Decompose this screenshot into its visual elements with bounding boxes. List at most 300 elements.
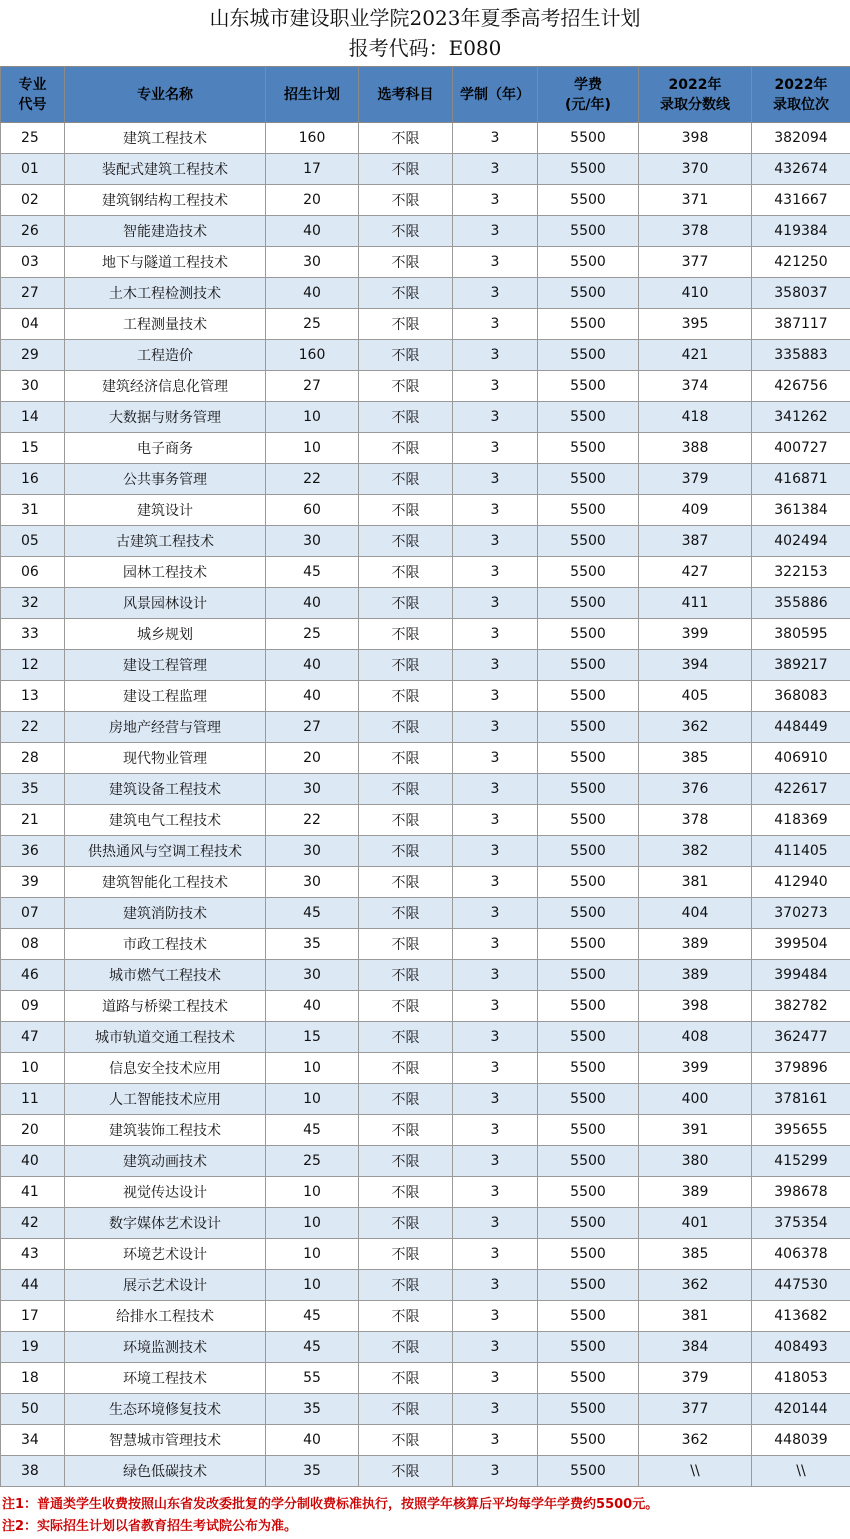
elective-subject-cell: 不限 xyxy=(359,216,453,247)
major-code-cell: 05 xyxy=(1,526,65,557)
major-code-cell: 28 xyxy=(1,743,65,774)
duration-cell: 3 xyxy=(453,960,538,991)
table-row xyxy=(1,371,850,402)
elective-subject-cell: 不限 xyxy=(359,1146,453,1177)
major-code-cell: 04 xyxy=(1,309,65,340)
duration-cell: 3 xyxy=(453,898,538,929)
elective-subject-cell: 不限 xyxy=(359,681,453,712)
tuition-cell: 5500 xyxy=(538,1146,639,1177)
score-2022-cell: 389 xyxy=(639,1177,752,1208)
elective-subject-cell: 不限 xyxy=(359,619,453,650)
enrollment-plan-cell: 15 xyxy=(266,1022,359,1053)
tuition-cell: 5500 xyxy=(538,1022,639,1053)
rank-2022-cell: 413682 xyxy=(752,1301,850,1332)
score-2022-cell: 405 xyxy=(639,681,752,712)
enrollment-plan-cell: 40 xyxy=(266,278,359,309)
major-name-cell: 土木工程检测技术 xyxy=(65,278,266,309)
table-body xyxy=(1,123,850,1487)
column-header: 专业名称 xyxy=(65,67,266,123)
elective-subject-cell: 不限 xyxy=(359,650,453,681)
rank-2022-cell: 398678 xyxy=(752,1177,850,1208)
major-name-cell: 生态环境修复技术 xyxy=(65,1394,266,1425)
elective-subject-cell: 不限 xyxy=(359,991,453,1022)
elective-subject-cell: 不限 xyxy=(359,340,453,371)
score-2022-cell: 381 xyxy=(639,867,752,898)
rank-2022-cell: 368083 xyxy=(752,681,850,712)
major-code-cell: 08 xyxy=(1,929,65,960)
score-2022-cell: 379 xyxy=(639,1363,752,1394)
tuition-cell: 5500 xyxy=(538,371,639,402)
table-row xyxy=(1,836,850,867)
elective-subject-cell: 不限 xyxy=(359,1363,453,1394)
score-2022-cell: 385 xyxy=(639,743,752,774)
duration-cell: 3 xyxy=(453,123,538,154)
enrollment-plan-cell: 160 xyxy=(266,340,359,371)
duration-cell: 3 xyxy=(453,1177,538,1208)
score-2022-cell: 421 xyxy=(639,340,752,371)
tuition-cell: 5500 xyxy=(538,216,639,247)
rank-2022-cell: 382094 xyxy=(752,123,850,154)
elective-subject-cell: 不限 xyxy=(359,1239,453,1270)
rank-2022-cell: 362477 xyxy=(752,1022,850,1053)
table-row xyxy=(1,1425,850,1456)
major-name-cell: 展示艺术设计 xyxy=(65,1270,266,1301)
major-name-cell: 建设工程管理 xyxy=(65,650,266,681)
score-2022-cell: 395 xyxy=(639,309,752,340)
tuition-cell: 5500 xyxy=(538,898,639,929)
table-row xyxy=(1,898,850,929)
score-2022-cell: 410 xyxy=(639,278,752,309)
major-name-cell: 装配式建筑工程技术 xyxy=(65,154,266,185)
score-2022-cell: 385 xyxy=(639,1239,752,1270)
tuition-cell: 5500 xyxy=(538,278,639,309)
score-2022-cell: 371 xyxy=(639,185,752,216)
elective-subject-cell: 不限 xyxy=(359,1053,453,1084)
major-name-cell: 智慧城市管理技术 xyxy=(65,1425,266,1456)
rank-2022-cell: 322153 xyxy=(752,557,850,588)
rank-2022-cell: 375354 xyxy=(752,1208,850,1239)
rank-2022-cell: 380595 xyxy=(752,619,850,650)
notes xyxy=(0,1494,850,1538)
score-2022-cell: 408 xyxy=(639,1022,752,1053)
rank-2022-cell: \\ xyxy=(752,1456,850,1487)
score-2022-cell: 374 xyxy=(639,371,752,402)
enrollment-plan-cell: 30 xyxy=(266,774,359,805)
column-header: 学制（年） xyxy=(453,67,538,123)
table-row xyxy=(1,867,850,898)
rank-2022-cell: 355886 xyxy=(752,588,850,619)
elective-subject-cell: 不限 xyxy=(359,898,453,929)
duration-cell: 3 xyxy=(453,1115,538,1146)
major-name-cell: 园林工程技术 xyxy=(65,557,266,588)
major-code-cell: 38 xyxy=(1,1456,65,1487)
major-name-cell: 建筑工程技术 xyxy=(65,123,266,154)
table-row xyxy=(1,278,850,309)
major-name-cell: 城市轨道交通工程技术 xyxy=(65,1022,266,1053)
major-name-cell: 环境监测技术 xyxy=(65,1332,266,1363)
elective-subject-cell: 不限 xyxy=(359,247,453,278)
score-2022-cell: 376 xyxy=(639,774,752,805)
rank-2022-cell: 420144 xyxy=(752,1394,850,1425)
tuition-cell: 5500 xyxy=(538,495,639,526)
duration-cell: 3 xyxy=(453,557,538,588)
enrollment-plan-cell: 45 xyxy=(266,557,359,588)
table-header-row xyxy=(1,67,850,123)
tuition-cell: 5500 xyxy=(538,402,639,433)
tuition-cell: 5500 xyxy=(538,340,639,371)
enrollment-plan-cell: 35 xyxy=(266,1456,359,1487)
elective-subject-cell: 不限 xyxy=(359,402,453,433)
enrollment-plan-cell: 40 xyxy=(266,991,359,1022)
major-code-cell: 09 xyxy=(1,991,65,1022)
score-2022-cell: 398 xyxy=(639,123,752,154)
score-2022-cell: 381 xyxy=(639,1301,752,1332)
elective-subject-cell: 不限 xyxy=(359,743,453,774)
major-name-cell: 城乡规划 xyxy=(65,619,266,650)
table-row xyxy=(1,1146,850,1177)
major-name-cell: 大数据与财务管理 xyxy=(65,402,266,433)
enrollment-plan-cell: 17 xyxy=(266,154,359,185)
major-code-cell: 06 xyxy=(1,557,65,588)
tuition-cell: 5500 xyxy=(538,774,639,805)
major-name-cell: 绿色低碳技术 xyxy=(65,1456,266,1487)
major-name-cell: 数字媒体艺术设计 xyxy=(65,1208,266,1239)
duration-cell: 3 xyxy=(453,867,538,898)
major-name-cell: 环境艺术设计 xyxy=(65,1239,266,1270)
table-row xyxy=(1,1053,850,1084)
major-code-cell: 39 xyxy=(1,867,65,898)
rank-2022-cell: 415299 xyxy=(752,1146,850,1177)
elective-subject-cell: 不限 xyxy=(359,1425,453,1456)
score-2022-cell: 388 xyxy=(639,433,752,464)
major-code-cell: 14 xyxy=(1,402,65,433)
tuition-cell: 5500 xyxy=(538,309,639,340)
duration-cell: 3 xyxy=(453,1425,538,1456)
major-code-cell: 18 xyxy=(1,1363,65,1394)
major-name-cell: 城市燃气工程技术 xyxy=(65,960,266,991)
score-2022-cell: 400 xyxy=(639,1084,752,1115)
enrollment-plan-cell: 20 xyxy=(266,743,359,774)
enrollment-plan-cell: 30 xyxy=(266,526,359,557)
enrollment-plan-cell: 30 xyxy=(266,836,359,867)
duration-cell: 3 xyxy=(453,247,538,278)
tuition-cell: 5500 xyxy=(538,526,639,557)
rank-2022-cell: 448449 xyxy=(752,712,850,743)
rank-2022-cell: 335883 xyxy=(752,340,850,371)
major-name-cell: 道路与桥梁工程技术 xyxy=(65,991,266,1022)
duration-cell: 3 xyxy=(453,619,538,650)
score-2022-cell: 382 xyxy=(639,836,752,867)
enrollment-plan-cell: 10 xyxy=(266,1208,359,1239)
elective-subject-cell: 不限 xyxy=(359,433,453,464)
major-name-cell: 建筑智能化工程技术 xyxy=(65,867,266,898)
tuition-cell: 5500 xyxy=(538,1208,639,1239)
enrollment-plan-cell: 40 xyxy=(266,681,359,712)
major-name-cell: 智能建造技术 xyxy=(65,216,266,247)
duration-cell: 3 xyxy=(453,1363,538,1394)
enrollment-plan-cell: 45 xyxy=(266,898,359,929)
rank-2022-cell: 419384 xyxy=(752,216,850,247)
major-name-cell: 工程造价 xyxy=(65,340,266,371)
enrollment-plan-cell: 30 xyxy=(266,960,359,991)
score-2022-cell: 380 xyxy=(639,1146,752,1177)
rank-2022-cell: 387117 xyxy=(752,309,850,340)
major-name-cell: 风景园林设计 xyxy=(65,588,266,619)
major-code-cell: 47 xyxy=(1,1022,65,1053)
score-2022-cell: 427 xyxy=(639,557,752,588)
table-row xyxy=(1,1084,850,1115)
tuition-cell: 5500 xyxy=(538,1084,639,1115)
enrollment-plan-cell: 27 xyxy=(266,371,359,402)
column-header: 招生计划 xyxy=(266,67,359,123)
table-row xyxy=(1,557,850,588)
table-row xyxy=(1,1394,850,1425)
tuition-cell: 5500 xyxy=(538,960,639,991)
enrollment-plan-cell: 10 xyxy=(266,433,359,464)
score-2022-cell: 379 xyxy=(639,464,752,495)
duration-cell: 3 xyxy=(453,402,538,433)
score-2022-cell: \\ xyxy=(639,1456,752,1487)
elective-subject-cell: 不限 xyxy=(359,278,453,309)
major-code-cell: 07 xyxy=(1,898,65,929)
table-row xyxy=(1,154,850,185)
tuition-cell: 5500 xyxy=(538,1177,639,1208)
major-name-cell: 视觉传达设计 xyxy=(65,1177,266,1208)
table-row xyxy=(1,433,850,464)
column-header: 学费 (元/年) xyxy=(538,67,639,123)
tuition-cell: 5500 xyxy=(538,681,639,712)
duration-cell: 3 xyxy=(453,371,538,402)
score-2022-cell: 389 xyxy=(639,960,752,991)
major-code-cell: 31 xyxy=(1,495,65,526)
major-code-cell: 35 xyxy=(1,774,65,805)
rank-2022-cell: 418053 xyxy=(752,1363,850,1394)
page-title: 山东城市建设职业学院2023年夏季高考招生计划 xyxy=(209,6,641,30)
enrollment-plan-cell: 10 xyxy=(266,1084,359,1115)
major-code-cell: 29 xyxy=(1,340,65,371)
enrollment-plan-cell: 25 xyxy=(266,619,359,650)
elective-subject-cell: 不限 xyxy=(359,1022,453,1053)
table-row xyxy=(1,1177,850,1208)
rank-2022-cell: 402494 xyxy=(752,526,850,557)
elective-subject-cell: 不限 xyxy=(359,464,453,495)
duration-cell: 3 xyxy=(453,340,538,371)
duration-cell: 3 xyxy=(453,1270,538,1301)
tuition-cell: 5500 xyxy=(538,247,639,278)
major-name-cell: 建筑钢结构工程技术 xyxy=(65,185,266,216)
major-name-cell: 给排水工程技术 xyxy=(65,1301,266,1332)
elective-subject-cell: 不限 xyxy=(359,1084,453,1115)
score-2022-cell: 362 xyxy=(639,712,752,743)
major-name-cell: 环境工程技术 xyxy=(65,1363,266,1394)
major-name-cell: 建筑设备工程技术 xyxy=(65,774,266,805)
tuition-cell: 5500 xyxy=(538,1301,639,1332)
major-code-cell: 36 xyxy=(1,836,65,867)
table-row xyxy=(1,1115,850,1146)
elective-subject-cell: 不限 xyxy=(359,557,453,588)
duration-cell: 3 xyxy=(453,1208,538,1239)
major-code-cell: 50 xyxy=(1,1394,65,1425)
tuition-cell: 5500 xyxy=(538,743,639,774)
score-2022-cell: 391 xyxy=(639,1115,752,1146)
table-row xyxy=(1,1363,850,1394)
table-row xyxy=(1,526,850,557)
enrollment-plan-cell: 22 xyxy=(266,464,359,495)
elective-subject-cell: 不限 xyxy=(359,867,453,898)
score-2022-cell: 394 xyxy=(639,650,752,681)
table-row xyxy=(1,1332,850,1363)
major-code-cell: 34 xyxy=(1,1425,65,1456)
table-row xyxy=(1,247,850,278)
enrollment-plan-cell: 60 xyxy=(266,495,359,526)
score-2022-cell: 411 xyxy=(639,588,752,619)
column-header: 2022年 录取分数线 xyxy=(639,67,752,123)
tuition-cell: 5500 xyxy=(538,588,639,619)
score-2022-cell: 398 xyxy=(639,991,752,1022)
column-header: 2022年 录取位次 xyxy=(752,67,850,123)
table-row xyxy=(1,619,850,650)
major-name-cell: 建筑经济信息化管理 xyxy=(65,371,266,402)
duration-cell: 3 xyxy=(453,991,538,1022)
score-2022-cell: 362 xyxy=(639,1270,752,1301)
major-code-cell: 21 xyxy=(1,805,65,836)
enrollment-plan-cell: 160 xyxy=(266,123,359,154)
major-code-cell: 17 xyxy=(1,1301,65,1332)
duration-cell: 3 xyxy=(453,650,538,681)
enrollment-plan-cell: 30 xyxy=(266,247,359,278)
rank-2022-cell: 448039 xyxy=(752,1425,850,1456)
major-name-cell: 古建筑工程技术 xyxy=(65,526,266,557)
note-1: 注1：普通类学生收费按照山东省发改委批复的学分制收费标准执行，按照学年核算后平均每学年学费约5500元。 xyxy=(2,1497,659,1512)
major-code-cell: 16 xyxy=(1,464,65,495)
rank-2022-cell: 341262 xyxy=(752,402,850,433)
enrollment-plan-cell: 40 xyxy=(266,1425,359,1456)
score-2022-cell: 377 xyxy=(639,1394,752,1425)
table-row xyxy=(1,1208,850,1239)
tuition-cell: 5500 xyxy=(538,1332,639,1363)
duration-cell: 3 xyxy=(453,805,538,836)
duration-cell: 3 xyxy=(453,743,538,774)
tuition-cell: 5500 xyxy=(538,1115,639,1146)
rank-2022-cell: 361384 xyxy=(752,495,850,526)
major-name-cell: 市政工程技术 xyxy=(65,929,266,960)
score-2022-cell: 399 xyxy=(639,619,752,650)
major-name-cell: 建筑设计 xyxy=(65,495,266,526)
major-code-cell: 43 xyxy=(1,1239,65,1270)
tuition-cell: 5500 xyxy=(538,619,639,650)
duration-cell: 3 xyxy=(453,1146,538,1177)
major-name-cell: 供热通风与空调工程技术 xyxy=(65,836,266,867)
rank-2022-cell: 418369 xyxy=(752,805,850,836)
rank-2022-cell: 426756 xyxy=(752,371,850,402)
enrollment-plan-cell: 27 xyxy=(266,712,359,743)
major-name-cell: 公共事务管理 xyxy=(65,464,266,495)
tuition-cell: 5500 xyxy=(538,1394,639,1425)
enrollment-plan-cell: 20 xyxy=(266,185,359,216)
tuition-cell: 5500 xyxy=(538,1270,639,1301)
score-2022-cell: 362 xyxy=(639,1425,752,1456)
enrollment-plan-cell: 10 xyxy=(266,1053,359,1084)
major-code-cell: 20 xyxy=(1,1115,65,1146)
major-code-cell: 22 xyxy=(1,712,65,743)
elective-subject-cell: 不限 xyxy=(359,123,453,154)
major-name-cell: 建筑消防技术 xyxy=(65,898,266,929)
major-name-cell: 工程测量技术 xyxy=(65,309,266,340)
elective-subject-cell: 不限 xyxy=(359,929,453,960)
rank-2022-cell: 378161 xyxy=(752,1084,850,1115)
table-row xyxy=(1,123,850,154)
tuition-cell: 5500 xyxy=(538,991,639,1022)
rank-2022-cell: 382782 xyxy=(752,991,850,1022)
major-code-cell: 01 xyxy=(1,154,65,185)
page-subtitle: 报考代码：E080 xyxy=(348,36,502,60)
rank-2022-cell: 416871 xyxy=(752,464,850,495)
rank-2022-cell: 421250 xyxy=(752,247,850,278)
rank-2022-cell: 395655 xyxy=(752,1115,850,1146)
tuition-cell: 5500 xyxy=(538,433,639,464)
rank-2022-cell: 406910 xyxy=(752,743,850,774)
rank-2022-cell: 406378 xyxy=(752,1239,850,1270)
table-row xyxy=(1,650,850,681)
duration-cell: 3 xyxy=(453,1394,538,1425)
score-2022-cell: 378 xyxy=(639,805,752,836)
major-name-cell: 人工智能技术应用 xyxy=(65,1084,266,1115)
tuition-cell: 5500 xyxy=(538,712,639,743)
enrollment-plan-cell: 25 xyxy=(266,1146,359,1177)
duration-cell: 3 xyxy=(453,836,538,867)
enrollment-plan-cell: 35 xyxy=(266,1394,359,1425)
tuition-cell: 5500 xyxy=(538,154,639,185)
table-row xyxy=(1,681,850,712)
elective-subject-cell: 不限 xyxy=(359,1394,453,1425)
rank-2022-cell: 399484 xyxy=(752,960,850,991)
tuition-cell: 5500 xyxy=(538,836,639,867)
major-code-cell: 02 xyxy=(1,185,65,216)
rank-2022-cell: 379896 xyxy=(752,1053,850,1084)
duration-cell: 3 xyxy=(453,1301,538,1332)
rank-2022-cell: 400727 xyxy=(752,433,850,464)
elective-subject-cell: 不限 xyxy=(359,588,453,619)
duration-cell: 3 xyxy=(453,433,538,464)
rank-2022-cell: 389217 xyxy=(752,650,850,681)
column-header: 专业 代号 xyxy=(1,67,65,123)
enrollment-plan-cell: 30 xyxy=(266,867,359,898)
table-row xyxy=(1,1301,850,1332)
elective-subject-cell: 不限 xyxy=(359,1177,453,1208)
major-code-cell: 40 xyxy=(1,1146,65,1177)
column-header: 选考科目 xyxy=(359,67,453,123)
major-name-cell: 建筑电气工程技术 xyxy=(65,805,266,836)
major-name-cell: 地下与隧道工程技术 xyxy=(65,247,266,278)
major-code-cell: 42 xyxy=(1,1208,65,1239)
duration-cell: 3 xyxy=(453,929,538,960)
elective-subject-cell: 不限 xyxy=(359,1456,453,1487)
duration-cell: 3 xyxy=(453,712,538,743)
enrollment-plan-cell: 35 xyxy=(266,929,359,960)
elective-subject-cell: 不限 xyxy=(359,495,453,526)
enrollment-plan-cell: 10 xyxy=(266,1239,359,1270)
tuition-cell: 5500 xyxy=(538,185,639,216)
elective-subject-cell: 不限 xyxy=(359,774,453,805)
tuition-cell: 5500 xyxy=(538,123,639,154)
elective-subject-cell: 不限 xyxy=(359,526,453,557)
tuition-cell: 5500 xyxy=(538,1363,639,1394)
enrollment-plan-cell: 55 xyxy=(266,1363,359,1394)
enrollment-plan-cell: 10 xyxy=(266,1177,359,1208)
rank-2022-cell: 447530 xyxy=(752,1270,850,1301)
rank-2022-cell: 399504 xyxy=(752,929,850,960)
duration-cell: 3 xyxy=(453,1456,538,1487)
